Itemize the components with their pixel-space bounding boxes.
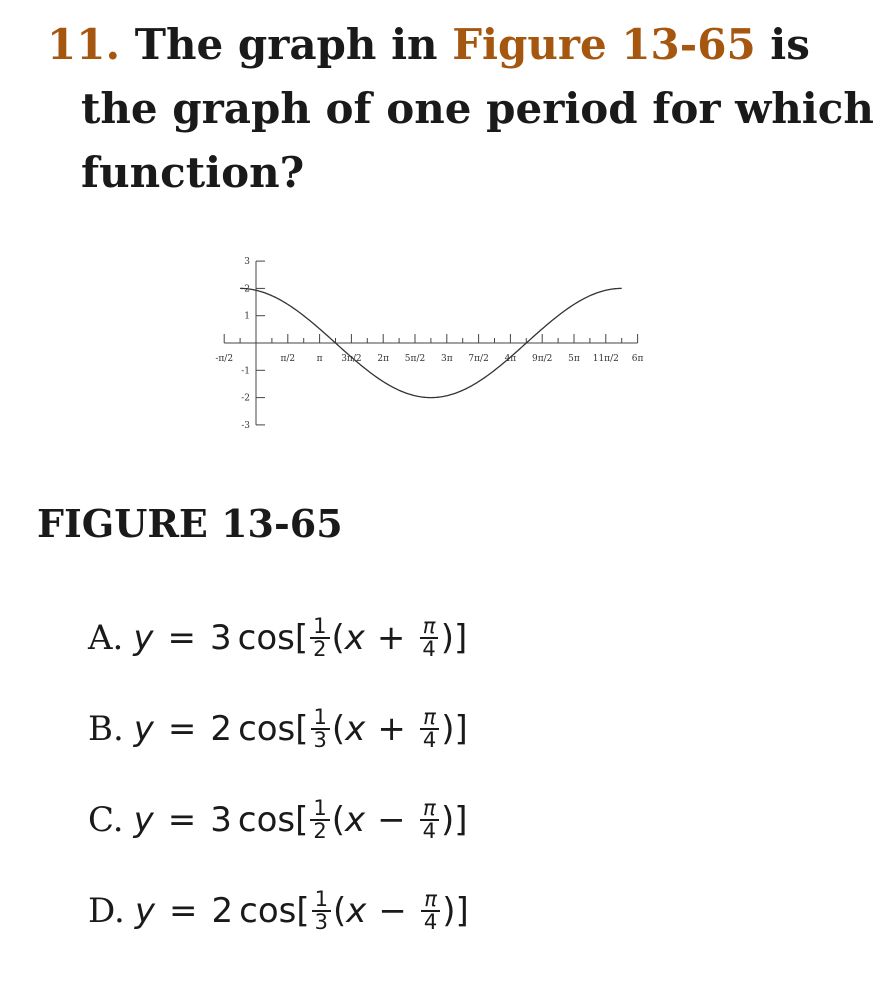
question-text-end: is: [770, 20, 810, 69]
x-tick-label: 7π/2: [468, 354, 489, 364]
y-tick-label: 1: [244, 311, 250, 322]
fraction-numerator: 1: [311, 707, 330, 730]
option-equals: =: [167, 709, 197, 749]
option-letter: C.: [88, 800, 124, 840]
figure-reference-link[interactable]: Figure 13-65: [452, 20, 756, 69]
option-function: cos[: [239, 891, 310, 931]
question-text-start: The graph in: [134, 20, 438, 69]
option-function: cos[: [237, 800, 309, 840]
option-operator: +: [377, 709, 406, 749]
option-operator: −: [377, 800, 406, 840]
fraction-numerator: π: [421, 889, 440, 912]
option-x: x: [345, 800, 366, 840]
option-x: x: [346, 891, 367, 931]
option-amplitude: 3: [210, 800, 232, 840]
y-tick-label: -2: [241, 393, 250, 404]
option-amplitude: 2: [210, 709, 233, 749]
graph-ticks: [215, 257, 643, 431]
x-tick-label: 3π: [440, 354, 453, 364]
question-number: 11.: [47, 20, 121, 69]
fraction-denominator: 3: [313, 728, 327, 752]
option-amplitude: 2: [211, 891, 234, 931]
option-function: cos[: [237, 618, 309, 658]
option-letter: D.: [88, 891, 125, 931]
fraction-denominator: 4: [422, 728, 437, 752]
x-tick-label: 6π: [631, 354, 644, 364]
option-variable: y: [133, 709, 154, 749]
x-tick-label: -π/2: [215, 354, 234, 364]
option-phase-fraction: [420, 707, 439, 751]
option-close-bracket: )]: [442, 891, 469, 931]
x-tick-label: 5π: [568, 354, 580, 364]
option-equals: =: [167, 618, 196, 658]
option-letter: B.: [88, 709, 124, 749]
option-a[interactable]: [88, 610, 467, 666]
option-amplitude: 3: [210, 618, 232, 658]
x-tick-label: π/2: [280, 354, 296, 364]
option-letter: A.: [88, 618, 124, 658]
option-open-paren: (: [331, 709, 346, 749]
x-tick-label: 5π/2: [404, 354, 426, 364]
option-open-paren: (: [332, 891, 347, 931]
figure-caption: FIGURE 13-65: [37, 501, 343, 546]
x-tick-label: 9π/2: [531, 354, 553, 364]
option-open-paren: (: [331, 800, 346, 840]
fraction-numerator: 1: [310, 616, 329, 639]
question-line-2: the graph of one period for which: [81, 84, 874, 133]
option-fraction: [310, 616, 329, 660]
fraction-numerator: π: [420, 798, 439, 821]
y-tick-label: 2: [244, 284, 250, 295]
fraction-numerator: π: [420, 707, 439, 730]
y-tick-label: -1: [241, 366, 250, 377]
option-c[interactable]: [88, 792, 468, 848]
fraction-denominator: 4: [422, 637, 436, 661]
option-close-bracket: )]: [440, 618, 468, 658]
fraction-numerator: π: [420, 616, 439, 639]
option-equals: =: [167, 800, 197, 840]
option-operator: +: [376, 618, 406, 658]
option-operator: −: [378, 891, 407, 931]
option-x: x: [345, 709, 366, 749]
option-close-bracket: )]: [441, 709, 468, 749]
option-variable: y: [133, 800, 154, 840]
x-tick-label: 2π: [377, 354, 390, 364]
option-phase-fraction: [421, 889, 440, 933]
fraction-denominator: 2: [313, 819, 327, 843]
option-fraction: [311, 707, 330, 751]
y-tick-label: 3: [244, 257, 250, 268]
option-fraction: [310, 798, 329, 842]
option-phase-fraction: [419, 616, 438, 660]
option-d[interactable]: [88, 883, 469, 939]
option-function: cos[: [238, 709, 309, 749]
option-x: x: [344, 618, 365, 658]
y-tick-label: -3: [241, 420, 250, 431]
fraction-denominator: 4: [422, 819, 437, 843]
fraction-denominator: 3: [314, 910, 328, 934]
option-variable: y: [133, 618, 154, 658]
x-tick-label: 4π: [504, 354, 517, 364]
option-close-bracket: )]: [441, 800, 468, 840]
fraction-denominator: 4: [423, 910, 438, 934]
option-variable: y: [134, 891, 155, 931]
x-tick-label: π: [316, 354, 323, 364]
option-b[interactable]: [88, 701, 468, 757]
option-open-paren: (: [331, 618, 345, 658]
x-tick-label: 3π/2: [341, 354, 362, 364]
option-phase-fraction: [420, 798, 439, 842]
option-equals: =: [168, 891, 198, 931]
x-tick-label: 11π/2: [592, 354, 619, 364]
fraction-numerator: 1: [312, 889, 331, 912]
option-fraction: [312, 889, 331, 933]
question-line-3: function?: [81, 148, 305, 197]
fraction-denominator: 2: [313, 637, 327, 661]
fraction-numerator: 1: [310, 798, 329, 821]
